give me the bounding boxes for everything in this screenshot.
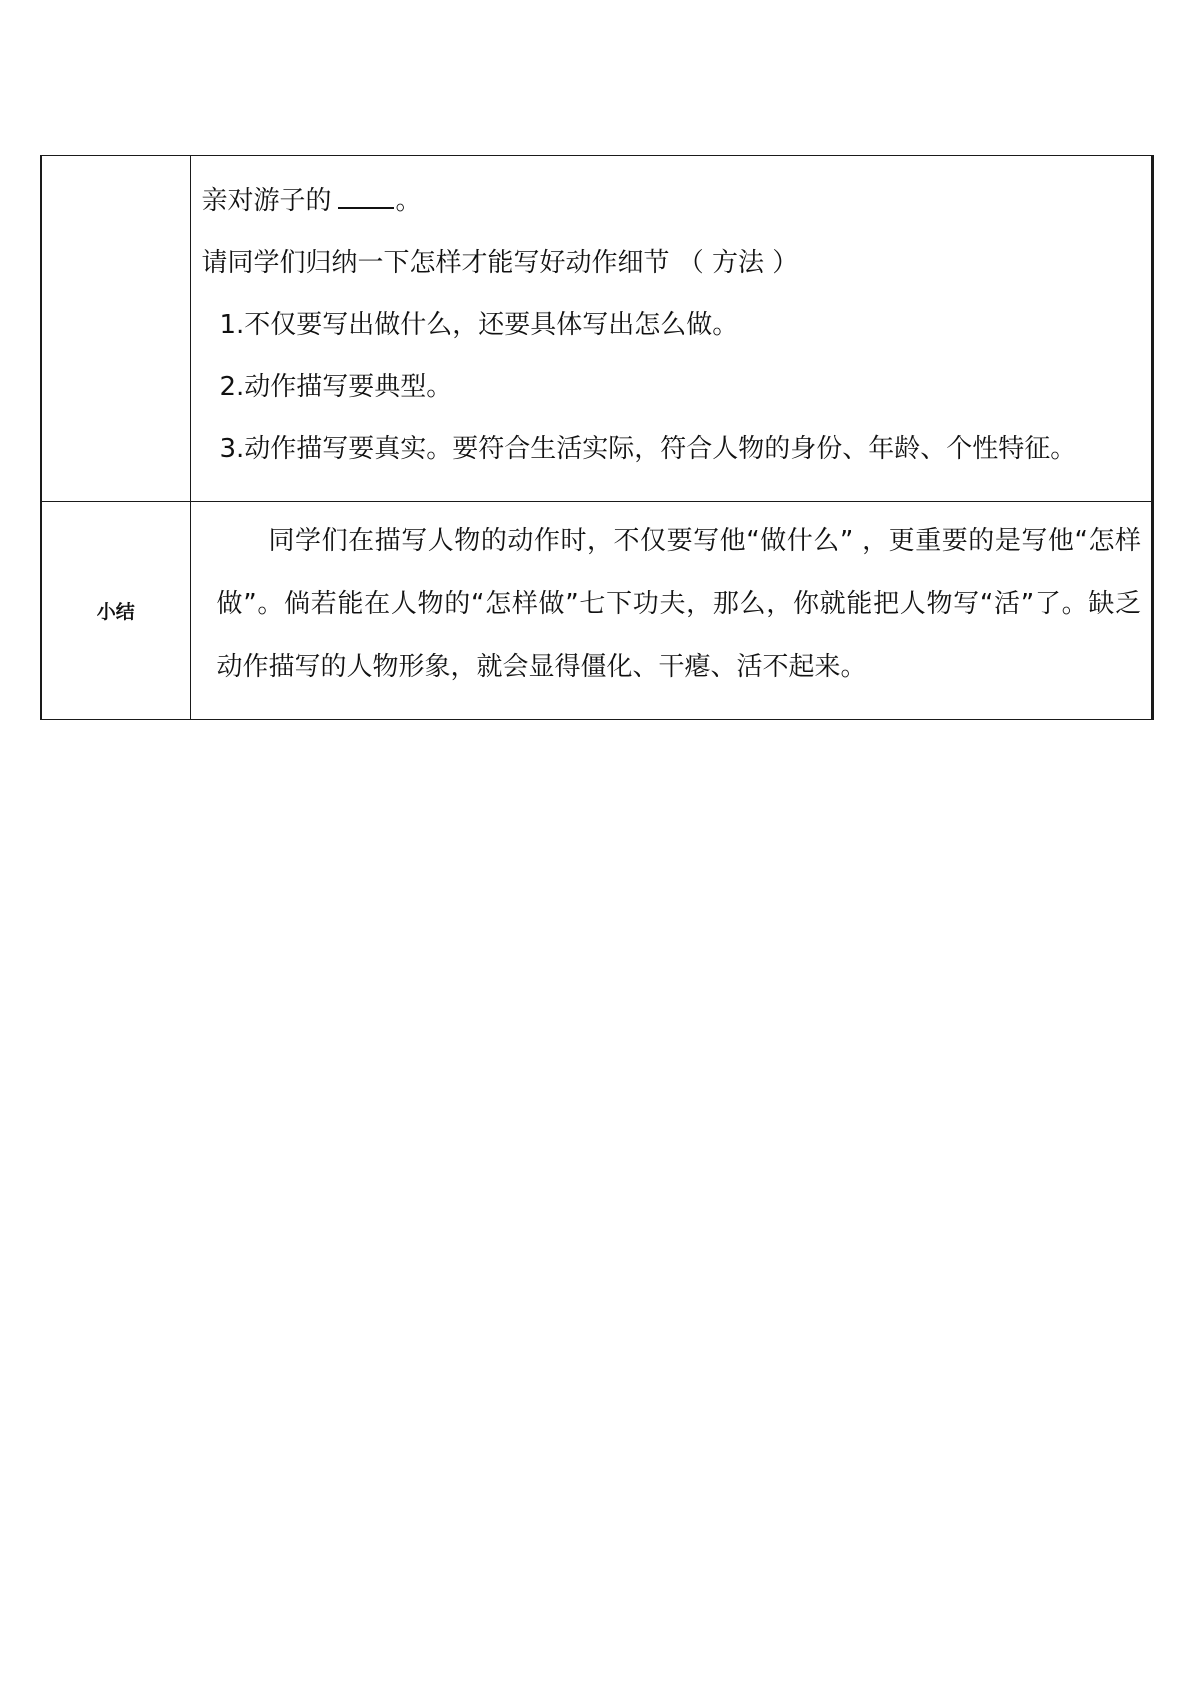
method-prompt: 请同学们归纳一下怎样才能写好动作细节 （ 方法 ） — [201, 248, 799, 278]
summary-label-cell — [41, 502, 190, 720]
method-text-block — [191, 156, 1152, 480]
text-prefix: 亲对游子的 — [201, 186, 332, 216]
fill-in-blank — [338, 183, 394, 209]
method-item-2: 2.动作描写要典型。 — [219, 372, 453, 402]
method-item-3: 3.动作描写要真实。要符合生活实际，符合人物的身份、年龄、个性特征。 — [219, 434, 1077, 464]
table-row — [41, 156, 1153, 502]
lesson-table — [40, 155, 1154, 720]
summary-content-cell — [190, 502, 1153, 720]
method-item-1: 1.不仅要写出做什么，还要具体写出怎么做。 — [219, 310, 739, 340]
summary-paragraph: 同学们在描写人物的动作时，不仅要写他“做什么” ，更重要的是写他“怎样做”。倘若能在人物的“怎样做”七下功夫，那么，你就能把人物写“活”了。缺乏动作描写的人物形象，就会显得僵化、干瘪、活不起来。 — [216, 526, 1141, 682]
summary-label: 小结 — [96, 601, 135, 623]
row-label-cell — [41, 156, 190, 502]
text-line — [202, 170, 1144, 232]
table-row — [41, 502, 1153, 720]
summary-text-block — [191, 502, 1152, 699]
text-suffix: 。 — [395, 186, 422, 216]
row-content-cell — [190, 156, 1153, 502]
